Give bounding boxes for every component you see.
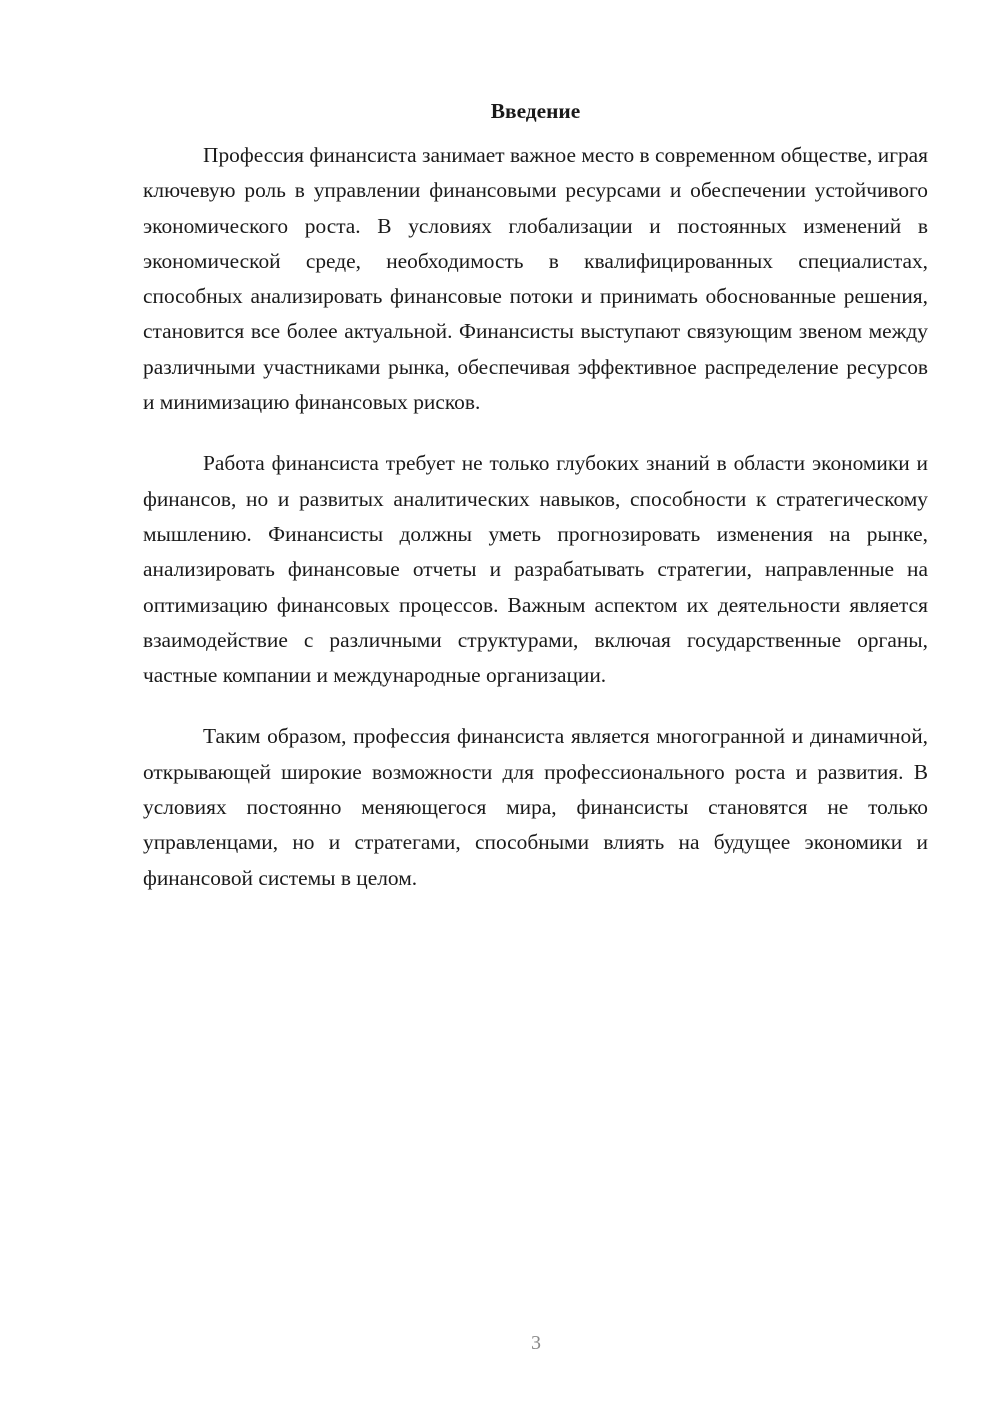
page-number: 3 [531, 1332, 541, 1354]
section-heading: Введение [490, 99, 581, 123]
paragraph-3: Таким образом, профессия финансиста является многогранной и динамичной, открывающей широкие возможности для профессионального роста и развития. В условиях постоянно меняющегося мира, финансисты становятся не только управленцами, но и стратегами, способными влиять на будущее экономики и финансовой системы в целом. [143, 724, 928, 890]
paragraph-2: Работа финансиста требует не только глубоких знаний в области экономики и финансов, но и развитых аналитических навыков, способности к стратегическому мышлению. Финансисты должны уметь прогнозировать изменения на рынке, анализировать финансовые отчеты и разрабатывать стратегии, направленные на оптимизацию финансовых процессов. Важным аспектом их деятельности является взаимодействие с различными структурами, включая государственные органы, частные компании и международные организации. [143, 451, 928, 688]
paragraph-1: Профессия финансиста занимает важное место в современном обществе, играя ключевую роль в управлении финансовыми ресурсами и обеспечении устойчивого экономического роста. В условиях глобализации и постоянных изменений в экономической среде, необходимость в квалифицированных специалистах, способных анализировать финансовые потоки и принимать обоснованные решения, становится все более актуальной. Финансисты выступают связующим звеном между различными участниками рынка, обеспечивая эффективное распределение ресурсов и минимизацию финансовых рисков. [143, 143, 928, 415]
page-content [143, 97, 928, 896]
